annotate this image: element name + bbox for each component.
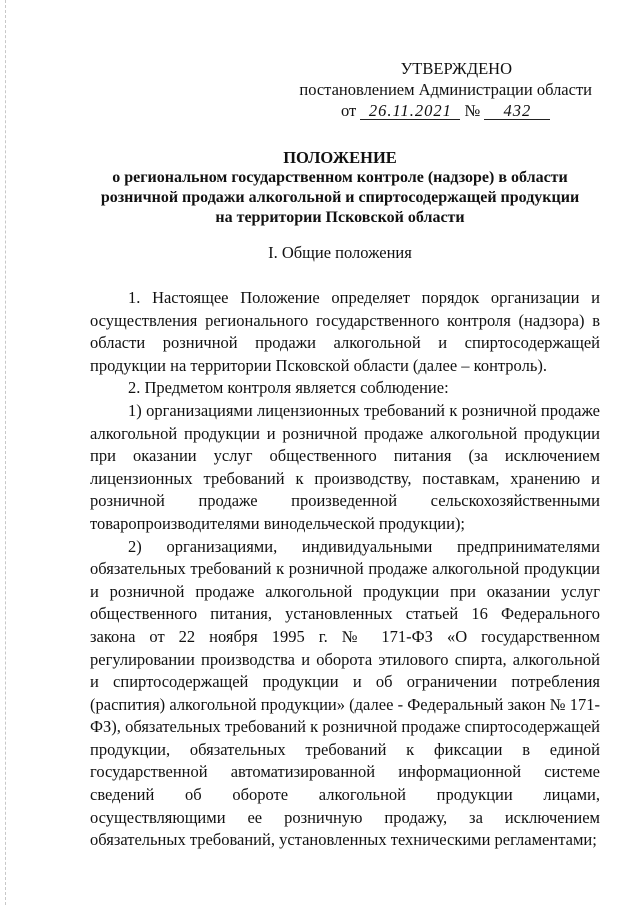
document-body [90, 287, 600, 852]
heading-line: розничной продажи алкогольной и спиртосодержащей продукции [100, 189, 580, 206]
approval-block [299, 58, 592, 121]
heading-line: на территории Псковской области [215, 209, 465, 226]
number-label: № [464, 101, 481, 120]
document-heading [90, 148, 590, 228]
paragraph: 1. Настоящее Положение определяет порядок организации и осуществления регионального государственного контроля (надзора) в области розничной продажи алкогольной и спиртосодержащей продукции на территории Псковской области (далее – контроль). [90, 288, 600, 375]
section-title: I. Общие положения [268, 243, 412, 262]
document-title: ПОЛОЖЕНИЕ [283, 148, 397, 167]
approval-title: УТВЕРЖДЕНО [400, 59, 512, 78]
approval-date-line [299, 100, 592, 121]
from-label: от [340, 101, 357, 120]
paragraph: 2. Предметом контроля является соблюдение: [128, 378, 449, 398]
paragraph: 2) организациями, индивидуальными предпринимателями обязательных требований к розничной продаже алкогольной продукции и розничной продаже алкогольной продукции при оказании услуг общественного питания, установленных статьей 16 Федерального закона от 22 ноября 1995 г. № 171-ФЗ «О государственном регулировании производства и оборота этилового спирта, алкогольной и спиртосодержащей продукции и об ограничении потребления (распития) алкогольной продукции» (далее - Федеральный закон № 171-ФЗ), обязательных требований к розничной продаже спиртосодержащей продукции, обязательных требований к фиксации в единой государственной автоматизированной информационной системе сведений об обороте алкогольной продукции лицами, осуществляющими ее розничную продажу, за исключением обязательных требований, установленных техническими регламентами; [90, 536, 600, 850]
handwritten-date: 26.11.2021 [360, 103, 460, 120]
heading-line: о региональном государственном контроле (надзоре) в области [112, 169, 568, 186]
paragraph: 1) организациями лицензионных требований к розничной продаже алкогольной продукции и розничной продаже алкогольной продукции при оказании услуг общественного питания (за исключением лицензионных требований к производству, поставкам, хранению и розничной продаже произведенной сельскохозяйственными товаропроизводителями винодельческой продукции); [90, 400, 600, 533]
scan-edge-line [5, 0, 6, 905]
handwritten-number: 432 [484, 103, 550, 120]
approval-subtitle: постановлением Администрации области [299, 80, 592, 99]
